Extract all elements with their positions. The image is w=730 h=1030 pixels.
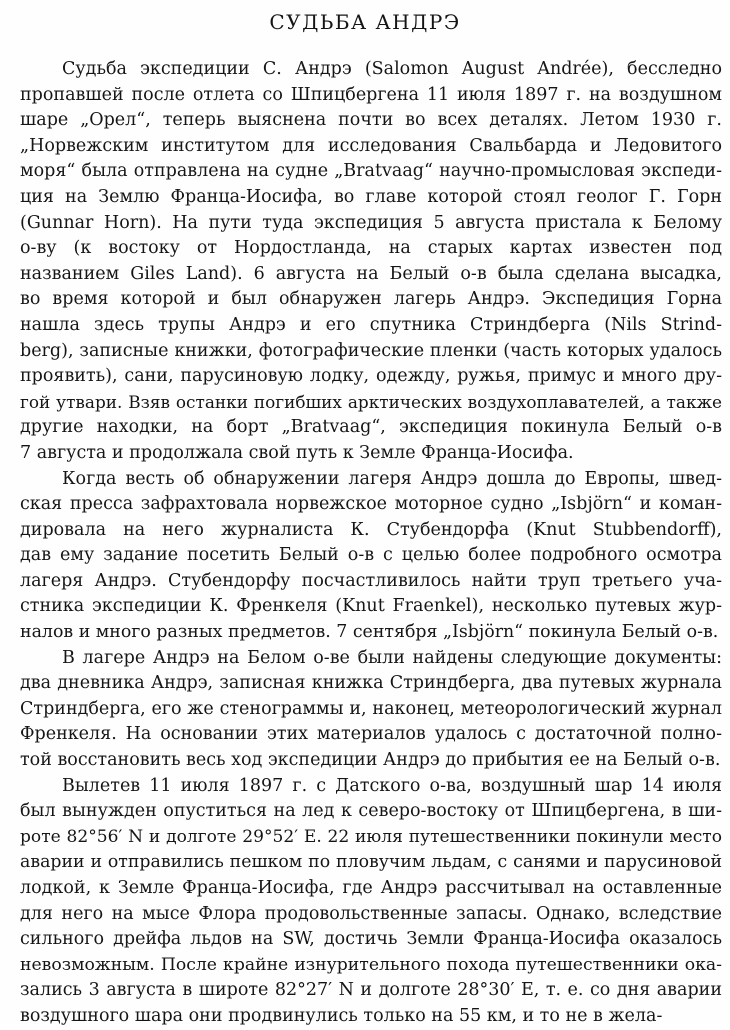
article-title: СУДЬБА АНДРЭ xyxy=(269,10,461,34)
text-line: Стриндберга, его же стенограммы и, наконец, метеорологический журнал xyxy=(20,698,722,719)
text-line: аварии и отправились пешком по пловучим льдам, с санями и парусиновой xyxy=(20,852,722,873)
text-line: другие находки, на борт „Bratvaag“, экспедиция покинула Белый о-в xyxy=(20,417,722,438)
text-line: воздушного шара они продвинулись только на 55 км, и то не в жела- xyxy=(20,1005,663,1026)
text-line: Судьба экспедиции С. Андрэ (Salomon August Andrée), бесследно xyxy=(62,59,722,79)
text-line: дировала на него журналиста К. Стубендорфа (Knut Stubbendorff), xyxy=(20,519,722,540)
text-line: стника экспедиции К. Френкеля (Knut Fraenkel), несколько путевых жур- xyxy=(20,596,722,617)
paragraph xyxy=(20,646,722,774)
text-line: был вынужден опуститься на лед к северо-востоку от Шпицбергена, в ши- xyxy=(20,801,722,822)
text-line: лагеря Андрэ. Стубендорфу посчастливилось найти труп третьего уча- xyxy=(20,570,722,591)
text-line: роте 82°56′ N и долготе 29°52′ E. 22 июля путешественники покинули место xyxy=(20,826,722,847)
text-line: гой утвари. Взяв останки погибших арктических воздухоплавателей, а также xyxy=(20,391,722,412)
article-body xyxy=(20,57,722,1030)
paragraph xyxy=(20,774,722,1030)
text-line: (Gunnar Horn). На пути туда экспедиция 5 августа пристала к Белому xyxy=(20,212,722,233)
text-line: сильного дрейфа льдов на SW, достичь Земли Франца-Иосифа оказалось xyxy=(20,929,722,950)
paragraph xyxy=(20,57,722,467)
paragraph xyxy=(20,467,722,646)
text-line: зались 3 августа в широте 82°27′ N и долготе 28°30′ E, т. е. со дня аварии xyxy=(20,980,722,1001)
text-line: налов и много разных предметов. 7 сентября „Isbjörn“ покинула Белый о-в. xyxy=(20,622,719,643)
text-line: для него на мысе Флора продовольственные запасы. Однако, вследствие xyxy=(20,903,722,924)
text-line: нашла здесь трупы Андрэ и его спутника Стриндберга (Nils Strind- xyxy=(20,314,722,335)
text-line: ция на Землю Франца-Иосифа, во главе которой стоял геолог Г. Горн xyxy=(20,186,722,207)
text-line: во время которой и был обнаружен лагерь Андрэ. Экспедиция Горна xyxy=(20,289,722,310)
text-line: Вылетев 11 июля 1897 г. с Датского о-ва, воздушный шар 14 июля xyxy=(62,775,722,796)
text-line: Когда весть об обнаружении лагеря Андрэ дошла до Европы, швед- xyxy=(62,468,722,489)
text-line: невозможным. После крайне изнурительного похода путешественники ока- xyxy=(20,954,722,975)
text-line: о-ву (к востоку от Нордостланда, на старых картах известен под xyxy=(20,238,722,259)
text-line: два дневника Андрэ, записная книжка Стриндберга, два путевых журнала xyxy=(20,673,722,694)
text-line: шаре „Орел“, теперь выяснена почти во всех деталях. Летом 1930 г. xyxy=(20,110,722,131)
text-line: 7 августа и продолжала свой путь к Земле Франца-Иосифа. xyxy=(20,442,574,463)
text-line: пропавшей после отлета со Шпицбергена 11 июля 1897 г. на воздушном xyxy=(20,84,722,105)
text-line: дав ему задание посетить Белый о-в с целью более подробного осмотра xyxy=(20,545,722,566)
text-line: проявить), сани, парусиновую лодку, одежду, ружья, примус и много дру- xyxy=(20,366,722,387)
text-line: В лагере Андрэ на Белом о-ве были найдены следующие документы: xyxy=(62,647,722,668)
text-line: Френкеля. На основании этих материалов удалось с достаточной полно- xyxy=(20,724,722,745)
text-line: ская пресса зафрахтовала норвежское моторное судно „Isbjörn“ и коман- xyxy=(20,494,722,515)
text-line: той восстановить весь ход экспедиции Андрэ до прибытия ее на Белый о-в. xyxy=(20,750,721,771)
text-line: названием Giles Land). 6 августа на Белый о-в была сделана высадка, xyxy=(20,263,722,284)
text-line: лодкой, к Земле Франца-Иосифа, где Андрэ рассчитывал на оставленные xyxy=(20,878,722,898)
text-line: моря“ была отправлена на судне „Bratvaag“ научно-промысловая экспеди- xyxy=(20,161,722,182)
text-line: „Норвежским институтом для исследования Свальбарда и Ледовитого xyxy=(20,135,722,156)
text-line: berg), записные книжки, фотографические пленки (часть которых удалось xyxy=(20,340,722,361)
